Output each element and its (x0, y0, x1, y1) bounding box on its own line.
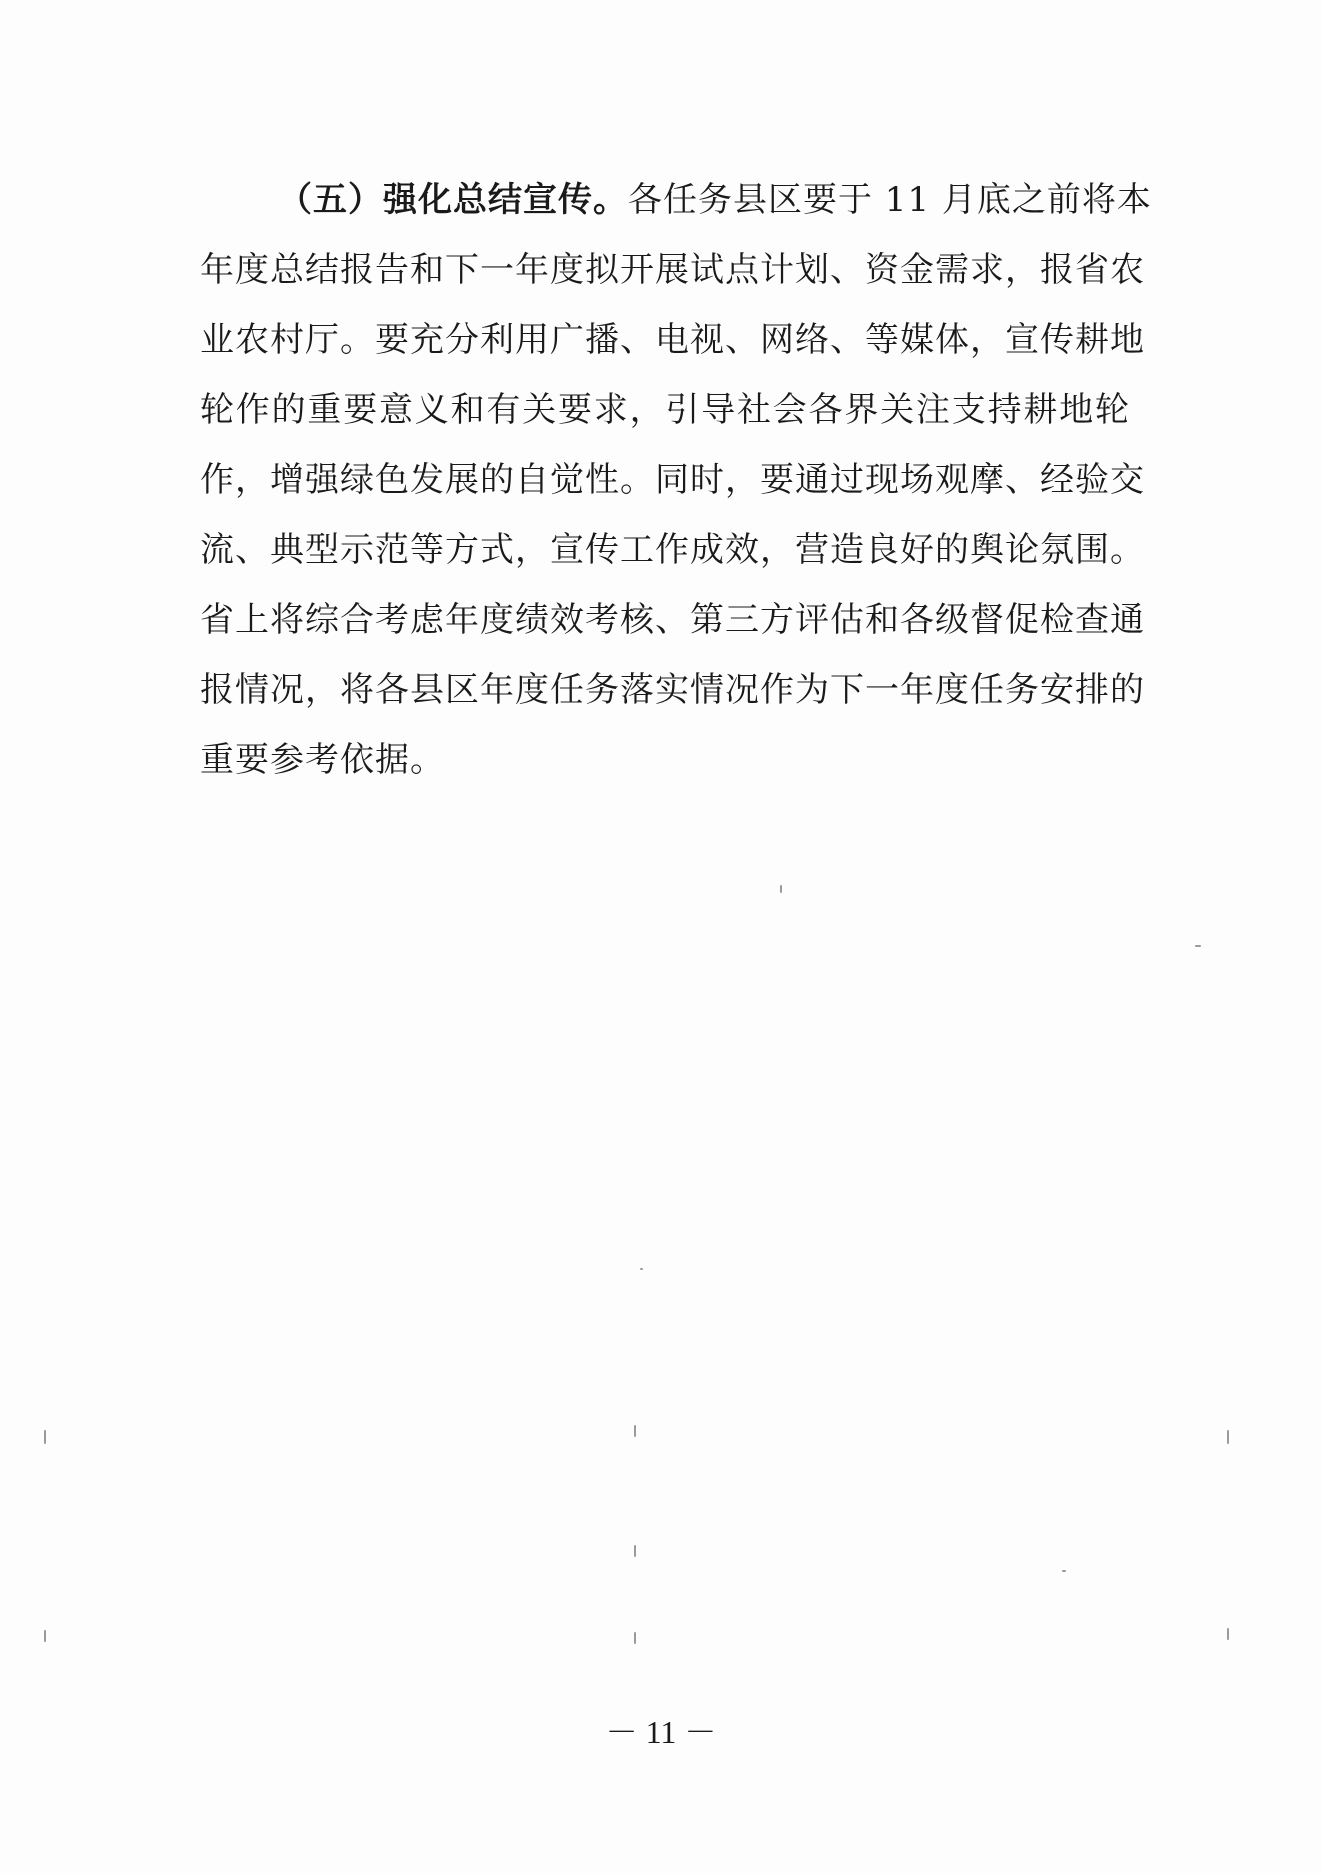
scan-speck (634, 1425, 636, 1437)
paragraph-text: 各任务县区要于 11 月底之前将本 (628, 180, 1152, 220)
paragraph-line-1 (200, 165, 1152, 235)
section-heading: （五）强化总结宣传。 (278, 180, 628, 220)
scan-speck (1195, 945, 1201, 947)
section-paragraph (200, 165, 1152, 795)
paragraph-line-9: 重要参考依据。 (200, 740, 445, 780)
scan-speck (640, 1268, 643, 1270)
paragraph-line-4: 轮作的重要意义和有关要求，引导社会各界关注支持耕地轮 (200, 390, 1130, 430)
paragraph-line-5: 作，增强绿色发展的自觉性。同时，要通过现场观摩、经验交 (200, 460, 1145, 500)
scan-speck (1227, 1628, 1229, 1640)
paragraph-line-7: 省上将综合考虑年度绩效考核、第三方评估和各级督促检查通 (200, 600, 1145, 640)
paragraph-line-2: 年度总结报告和下一年度拟开展试点计划、资金需求，报省农 (200, 250, 1145, 290)
scan-speck (1227, 1430, 1229, 1444)
paragraph-line-3: 业农村厅。要充分利用广播、电视、网络、等媒体，宣传耕地 (200, 320, 1145, 360)
scan-speck (634, 1632, 636, 1644)
scan-speck (780, 885, 782, 893)
page-number: － 11 － (605, 1714, 717, 1750)
scan-speck (44, 1630, 46, 1642)
scan-speck (634, 1545, 636, 1557)
paragraph-line-8: 报情况，将各县区年度任务落实情况作为下一年度任务安排的 (200, 670, 1145, 710)
scan-speck (44, 1430, 46, 1444)
scan-speck (1062, 1570, 1066, 1572)
paragraph-line-6: 流、典型示范等方式，宣传工作成效，营造良好的舆论氛围。 (200, 530, 1145, 570)
